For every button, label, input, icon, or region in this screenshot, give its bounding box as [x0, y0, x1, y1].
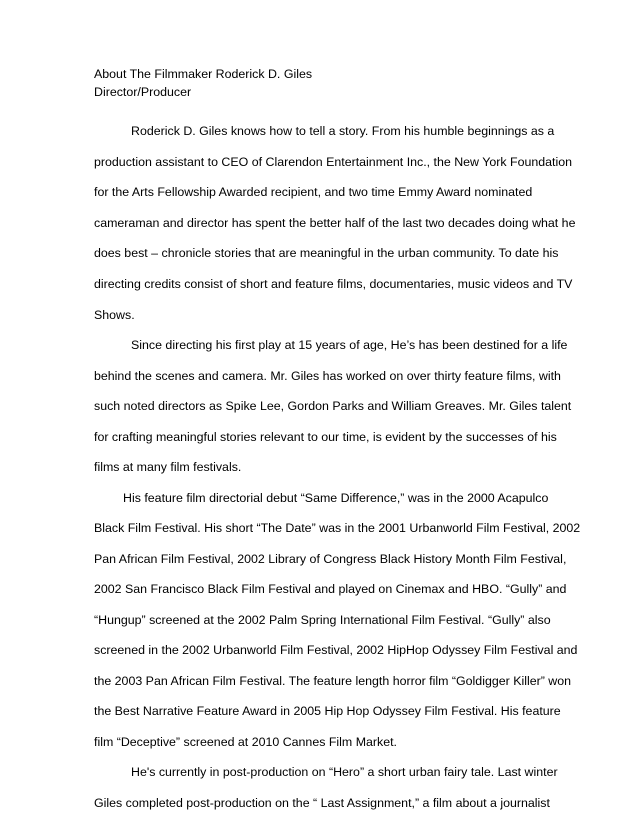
paragraph-line: films at many film festivals. [94, 460, 242, 474]
paragraph-line: the 2003 Pan African Film Festival. The feature length horror film “Goldigger Killer” won [94, 674, 572, 688]
document-title: About The Filmmaker Roderick D. Giles [94, 67, 313, 81]
paragraph-line: Pan African Film Festival, 2002 Library of Congress Black History Month Film Festival, [94, 552, 567, 566]
paragraph-line: the Best Narrative Feature Award in 2005 Hip Hop Odyssey Film Festival. His feature [94, 704, 561, 718]
paragraph-line: film “Deceptive” screened at 2010 Cannes Film Market. [94, 735, 398, 749]
paragraph-line: screened in the 2002 Urbanworld Film Festival, 2002 HipHop Odyssey Film Festival and [94, 643, 578, 657]
paragraph-line: “Hungup” screened at the 2002 Palm Spring International Film Festival. “Gully” also [94, 613, 551, 627]
paragraph-line: directing credits consist of short and feature films, documentaries, music videos and TV [94, 277, 573, 291]
paragraph-line: production assistant to CEO of Clarendon Entertainment Inc., the New York Foundation [94, 155, 573, 169]
paragraph-line: for the Arts Fellowship Awarded recipient, and two time Emmy Award nominated [94, 185, 533, 199]
paragraph-line: His feature film directorial debut “Same Difference,” was in the 2000 Acapulco [123, 491, 549, 505]
paragraph-line: Shows. [94, 308, 135, 322]
paragraph-line: for crafting meaningful stories relevant to our time, is evident by the successes of his [94, 430, 557, 444]
paragraph-line: cameraman and director has spent the better half of the last two decades doing what he [94, 216, 576, 230]
paragraph-line: 2002 San Francisco Black Film Festival and played on Cinemax and HBO. “Gully” and [94, 582, 567, 596]
paragraph-line: Roderick D. Giles knows how to tell a story. From his humble beginnings as a [131, 124, 555, 138]
paragraph-line: behind the scenes and camera. Mr. Giles has worked on over thirty feature films, with [94, 369, 561, 383]
document-subtitle: Director/Producer [94, 85, 192, 99]
paragraph-line: Since directing his first play at 15 years of age, He’s has been destined for a life [131, 338, 568, 352]
paragraph-line: Black Film Festival. His short “The Date” was in the 2001 Urbanworld Film Festival, 2002 [94, 521, 581, 535]
paragraph-line: such noted directors as Spike Lee, Gordon Parks and William Greaves. Mr. Giles talent [94, 399, 572, 413]
paragraph-line: He's currently in post-production on “Hero” a short urban fairy tale. Last winter [131, 765, 558, 779]
paragraph-line: does best – chronicle stories that are meaningful in the urban community. To date his [94, 246, 559, 260]
paragraph-line: Giles completed post-production on the “ Last Assignment,” a film about a journalist [94, 796, 550, 810]
